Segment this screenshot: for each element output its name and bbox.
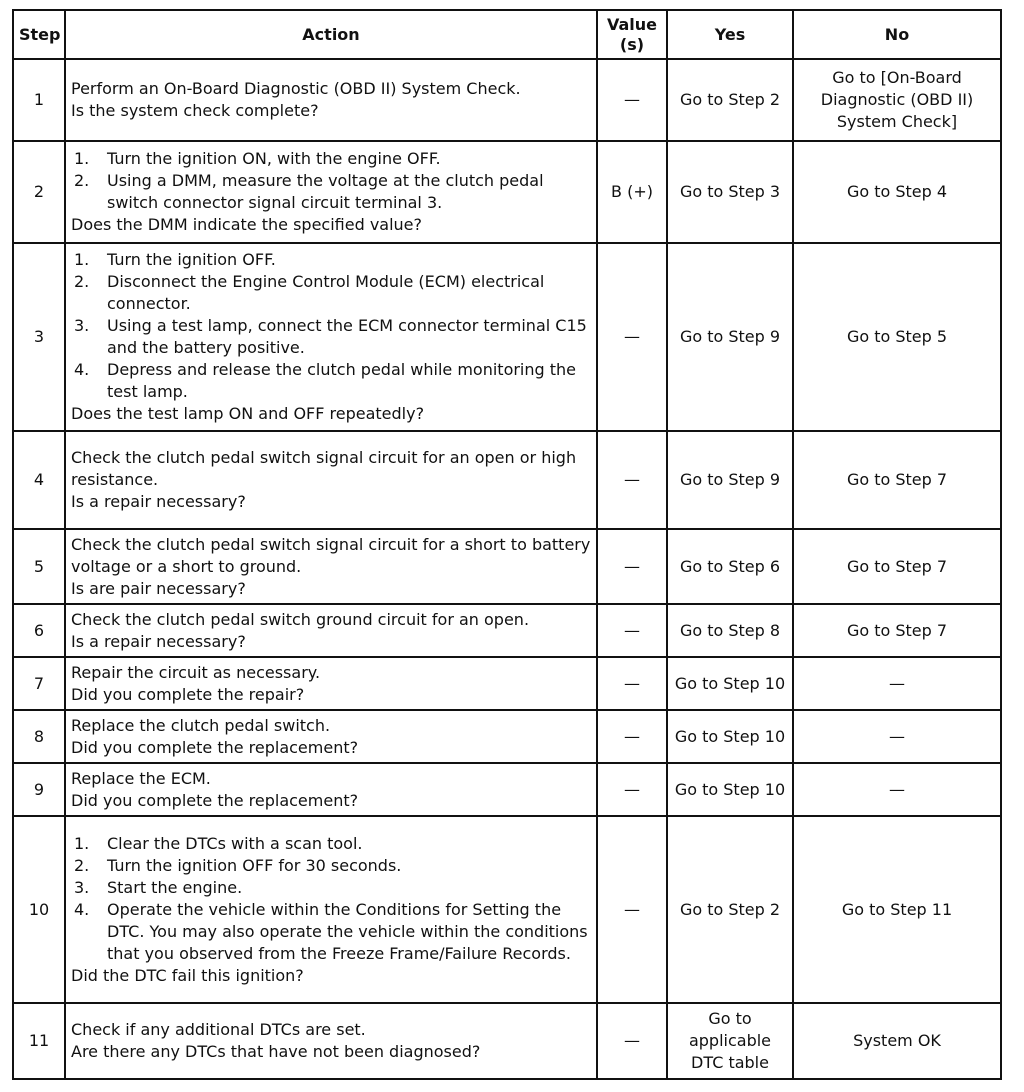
value-cell: B (+) (597, 141, 667, 243)
header-yes: Yes (667, 10, 793, 59)
action-line: Does the DMM indicate the specified value? (71, 215, 423, 234)
list-item-text: Depress and release the clutch pedal while monitoring the test lamp. (107, 360, 577, 401)
action-line: Is the system check complete? (71, 101, 319, 120)
action-list-item (71, 855, 591, 877)
action-line: Repair the circuit as necessary. (71, 662, 321, 682)
no-cell: Go to Step 7 (793, 529, 1001, 604)
diagnostic-table (12, 9, 1002, 1080)
action-list-item (71, 833, 591, 855)
header-value: Value (s) (597, 10, 667, 59)
action-line: Check the clutch pedal switch ground circuit for an open. (71, 609, 530, 629)
action-line: Perform an On-Board Diagnostic (OBD II) System Check. (71, 79, 521, 98)
no-cell: Go to Step 4 (793, 141, 1001, 243)
table-row (13, 763, 1001, 816)
yes-cell: Go to applicable DTC table (667, 1003, 793, 1079)
step-number: 4 (13, 431, 65, 529)
action-line: Check the clutch pedal switch signal circuit for a short to battery voltage or a short to ground. (71, 534, 591, 576)
list-item-text: Start the engine. (107, 877, 243, 897)
step-number: 6 (13, 604, 65, 657)
no-cell: — (793, 710, 1001, 763)
action-cell (65, 141, 597, 243)
action-cell (65, 763, 597, 816)
value-cell: — (597, 1003, 667, 1079)
table-row (13, 657, 1001, 710)
action-cell (65, 1003, 597, 1079)
yes-cell: Go to Step 10 (667, 763, 793, 816)
no-cell: System OK (793, 1003, 1001, 1079)
list-item-number: 2. (74, 171, 90, 190)
list-item-number: 2. (74, 272, 90, 291)
value-cell: — (597, 59, 667, 141)
action-cell (65, 710, 597, 763)
yes-cell: Go to Step 6 (667, 529, 793, 604)
list-item-text: Using a test lamp, connect the ECM connector terminal C15 and the battery positive. (107, 316, 587, 357)
list-item-number: 4. (74, 360, 90, 379)
header-step: Step (13, 10, 65, 59)
header-action: Action (65, 10, 597, 59)
yes-cell: Go to Step 9 (667, 431, 793, 529)
value-cell: — (597, 604, 667, 657)
value-cell: — (597, 763, 667, 816)
header-no: No (793, 10, 1001, 59)
value-cell: — (597, 657, 667, 710)
action-list-item (71, 315, 591, 359)
value-cell: — (597, 816, 667, 1003)
action-list-item (71, 359, 591, 403)
value-cell: — (597, 243, 667, 431)
action-list-item (71, 170, 591, 214)
action-list-item (71, 877, 591, 899)
no-cell: Go to Step 7 (793, 604, 1001, 657)
no-cell: Go to Step 7 (793, 431, 1001, 529)
list-item-number: 1. (74, 250, 90, 269)
step-number: 11 (13, 1003, 65, 1079)
step-number: 2 (13, 141, 65, 243)
action-list-item (71, 148, 591, 170)
list-item-text: Turn the ignition OFF. (107, 250, 276, 269)
action-line: Check the clutch pedal switch signal circuit for an open or high resistance. (71, 448, 577, 489)
action-list-item (71, 249, 591, 271)
action-line: Replace the ECM. (71, 768, 211, 788)
list-item-text: Disconnect the Engine Control Module (ECM) electrical connector. (107, 272, 545, 313)
action-line: Did you complete the replacement? (71, 737, 359, 757)
table-row (13, 529, 1001, 604)
table-row (13, 141, 1001, 243)
value-cell: — (597, 710, 667, 763)
yes-cell: Go to Step 9 (667, 243, 793, 431)
list-item-text: Using a DMM, measure the voltage at the clutch pedal switch connector signal circuit terminal 3. (107, 171, 544, 212)
list-item-number: 3. (74, 877, 90, 897)
yes-cell: Go to Step 2 (667, 816, 793, 1003)
no-cell: — (793, 657, 1001, 710)
no-cell: Go to [On-Board Diagnostic (OBD II) System Check] (793, 59, 1001, 141)
table-row (13, 710, 1001, 763)
no-cell: Go to Step 5 (793, 243, 1001, 431)
yes-cell: Go to Step 10 (667, 710, 793, 763)
yes-cell: Go to Step 3 (667, 141, 793, 243)
action-line: Check if any additional DTCs are set. (71, 1020, 366, 1039)
action-line: Is are pair necessary? (71, 578, 246, 598)
list-item-text: Clear the DTCs with a scan tool. (107, 833, 363, 853)
action-line: Are there any DTCs that have not been diagnosed? (71, 1042, 481, 1061)
list-item-number: 2. (74, 855, 90, 875)
action-line: Does the test lamp ON and OFF repeatedly? (71, 404, 425, 423)
action-line: Replace the clutch pedal switch. (71, 715, 331, 735)
list-item-number: 1. (74, 833, 90, 853)
step-number: 9 (13, 763, 65, 816)
action-line: Did the DTC fail this ignition? (71, 965, 304, 985)
header-row (13, 10, 1001, 59)
no-cell: — (793, 763, 1001, 816)
list-item-number: 4. (74, 899, 90, 919)
step-number: 10 (13, 816, 65, 1003)
value-cell: — (597, 431, 667, 529)
step-number: 7 (13, 657, 65, 710)
step-number: 8 (13, 710, 65, 763)
action-line: Is a repair necessary? (71, 631, 246, 651)
table-body (13, 59, 1001, 1079)
yes-cell: Go to Step 2 (667, 59, 793, 141)
action-cell (65, 604, 597, 657)
action-list-item (71, 899, 591, 965)
step-number: 1 (13, 59, 65, 141)
action-line: Is a repair necessary? (71, 492, 246, 511)
list-item-number: 1. (74, 149, 90, 168)
list-item-number: 3. (74, 316, 90, 335)
table-row (13, 59, 1001, 141)
list-item-text: Turn the ignition ON, with the engine OFF. (107, 149, 441, 168)
table-row (13, 816, 1001, 1003)
step-number: 3 (13, 243, 65, 431)
action-cell (65, 431, 597, 529)
action-cell (65, 816, 597, 1003)
action-cell (65, 59, 597, 141)
table-row (13, 604, 1001, 657)
list-item-text: Operate the vehicle within the Conditions for Setting the DTC. You may also operate the vehicle within the conditions that you observed from the Freeze Frame/Failure Records. (107, 899, 588, 963)
step-number: 5 (13, 529, 65, 604)
value-cell: — (597, 529, 667, 604)
action-cell (65, 529, 597, 604)
action-cell (65, 657, 597, 710)
action-cell (65, 243, 597, 431)
action-list-item (71, 271, 591, 315)
table-row (13, 243, 1001, 431)
list-item-text: Turn the ignition OFF for 30 seconds. (107, 855, 402, 875)
table-row (13, 431, 1001, 529)
table-row (13, 1003, 1001, 1079)
yes-cell: Go to Step 8 (667, 604, 793, 657)
yes-cell: Go to Step 10 (667, 657, 793, 710)
action-line: Did you complete the repair? (71, 684, 305, 704)
action-line: Did you complete the replacement? (71, 790, 359, 810)
no-cell: Go to Step 11 (793, 816, 1001, 1003)
